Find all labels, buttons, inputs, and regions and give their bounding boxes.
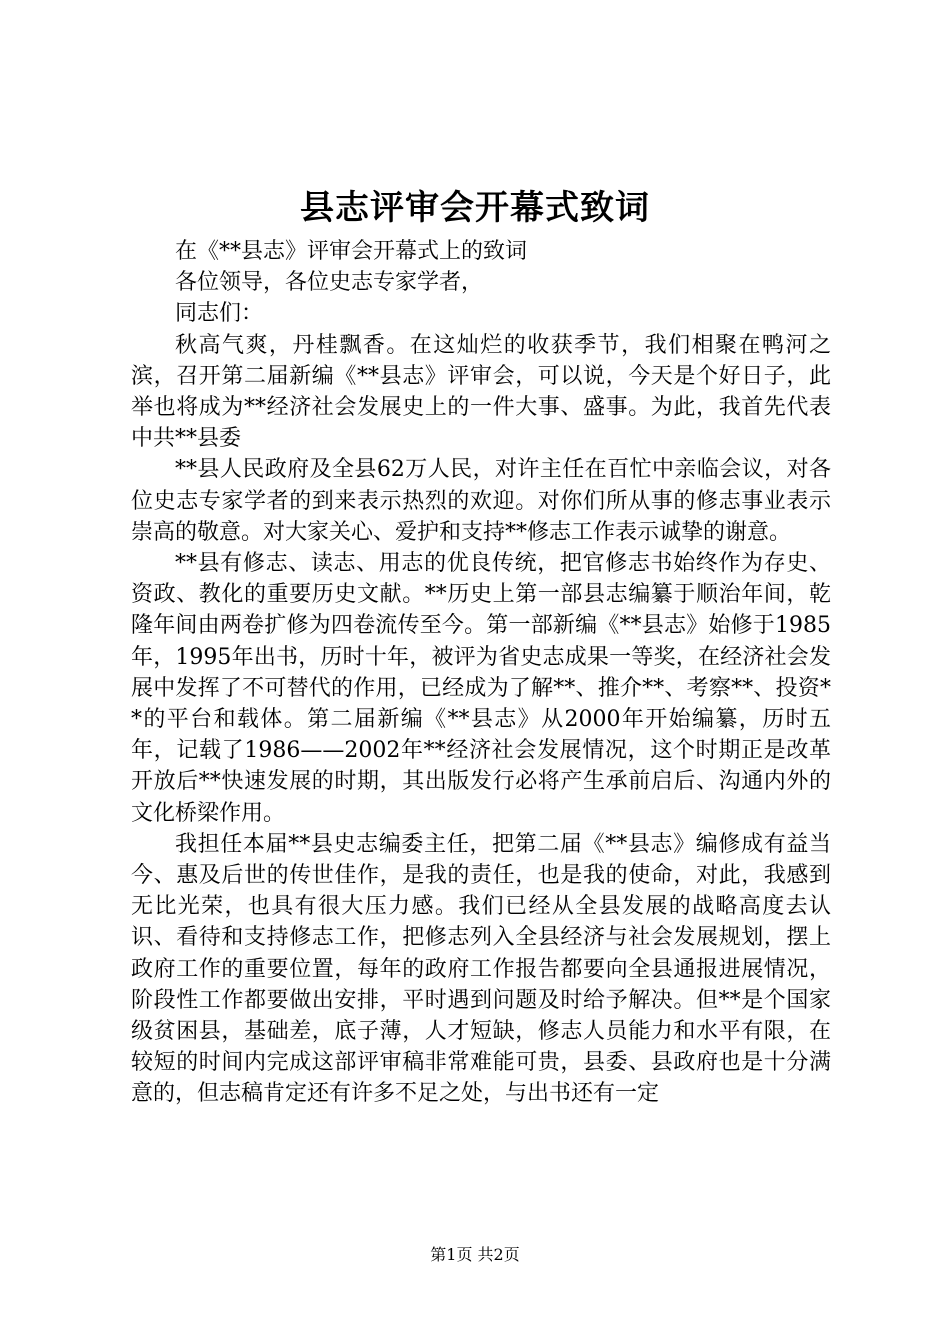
paragraph-salutation: 各位领导，各位史志专家学者， [175, 270, 484, 296]
paragraph-responsibility: 我担任本届**县史志编委主任，把第二届《**县志》编修成有益当今、惠及后世的传世佳作，是我的责任，也是我的使命，对此，我感到无比光荣，也具有很大压力感。我们已经从全县发展的战略高度去认识、看待和支持修志工作，把修志列入全县经济与社会发展规划，摆上政府工作的重要位置，每年的政府工作报告都要向全县通报进展情况，阶段性工作都要做出安排，平时遇到问题及时给予解决。但**是个国家级贫困县，基础差，底子薄，人才短缺，修志人员能力和水平有限，在较短的时间内完成这部评审稿非常难能可贵，县委、县政府也是十分满意的，但志稿肯定还有许多不足之处，与出书还有一定 [131, 831, 831, 1107]
document-title: 县志评审会开幕式致词 [300, 188, 650, 228]
paragraph-opening: 秋高气爽，丹桂飘香。在这灿烂的收获季节，我们相聚在鸭河之滨，召开第二届新编《**县志》评审会，可以说，今天是个好日子，此举也将成为**经济社会发展史上的一件大事、盛事。为此，我首先代表中共**县委 [131, 332, 831, 452]
paragraph-heading-line: 在《**县志》评审会开幕式上的致词 [175, 239, 528, 264]
document-body [131, 236, 831, 1110]
page-footer: 第1页 共2页 [430, 1245, 520, 1264]
paragraph-history: **县有修志、读志、用志的优良传统，把官修志书始终作为存史、资政、教化的重要历史文献。**历史上第一部县志编纂于顺治年间，乾隆年间由两卷扩修为四卷流传至今。第一部新编《**县志》始修于1985年，1995年出书，历时十年，被评为省史志成果一等奖，在经济社会发展中发挥了不可替代的作用，已经成为了解**、推介**、考察**、投资**的平台和载体。第二届新编《**县志》从2000年开始编纂，历时五年，记载了1986——2002年**经济社会发展情况，这个时期正是改革开放后**快速发展的时期，其出版发行必将产生承前启后、沟通内外的文化桥梁作用。 [131, 551, 831, 826]
paragraph-salutation-comrades: 同志们： [175, 301, 264, 327]
paragraph-welcome: **县人民政府及全县62万人民，对许主任在百忙中亲临会议，对各位史志专家学者的到来表示热烈的欢迎。对你们所从事的修志事业表示崇高的敬意。对大家关心、爱护和支持**修志工作表示诚挚的谢意。 [131, 457, 831, 545]
